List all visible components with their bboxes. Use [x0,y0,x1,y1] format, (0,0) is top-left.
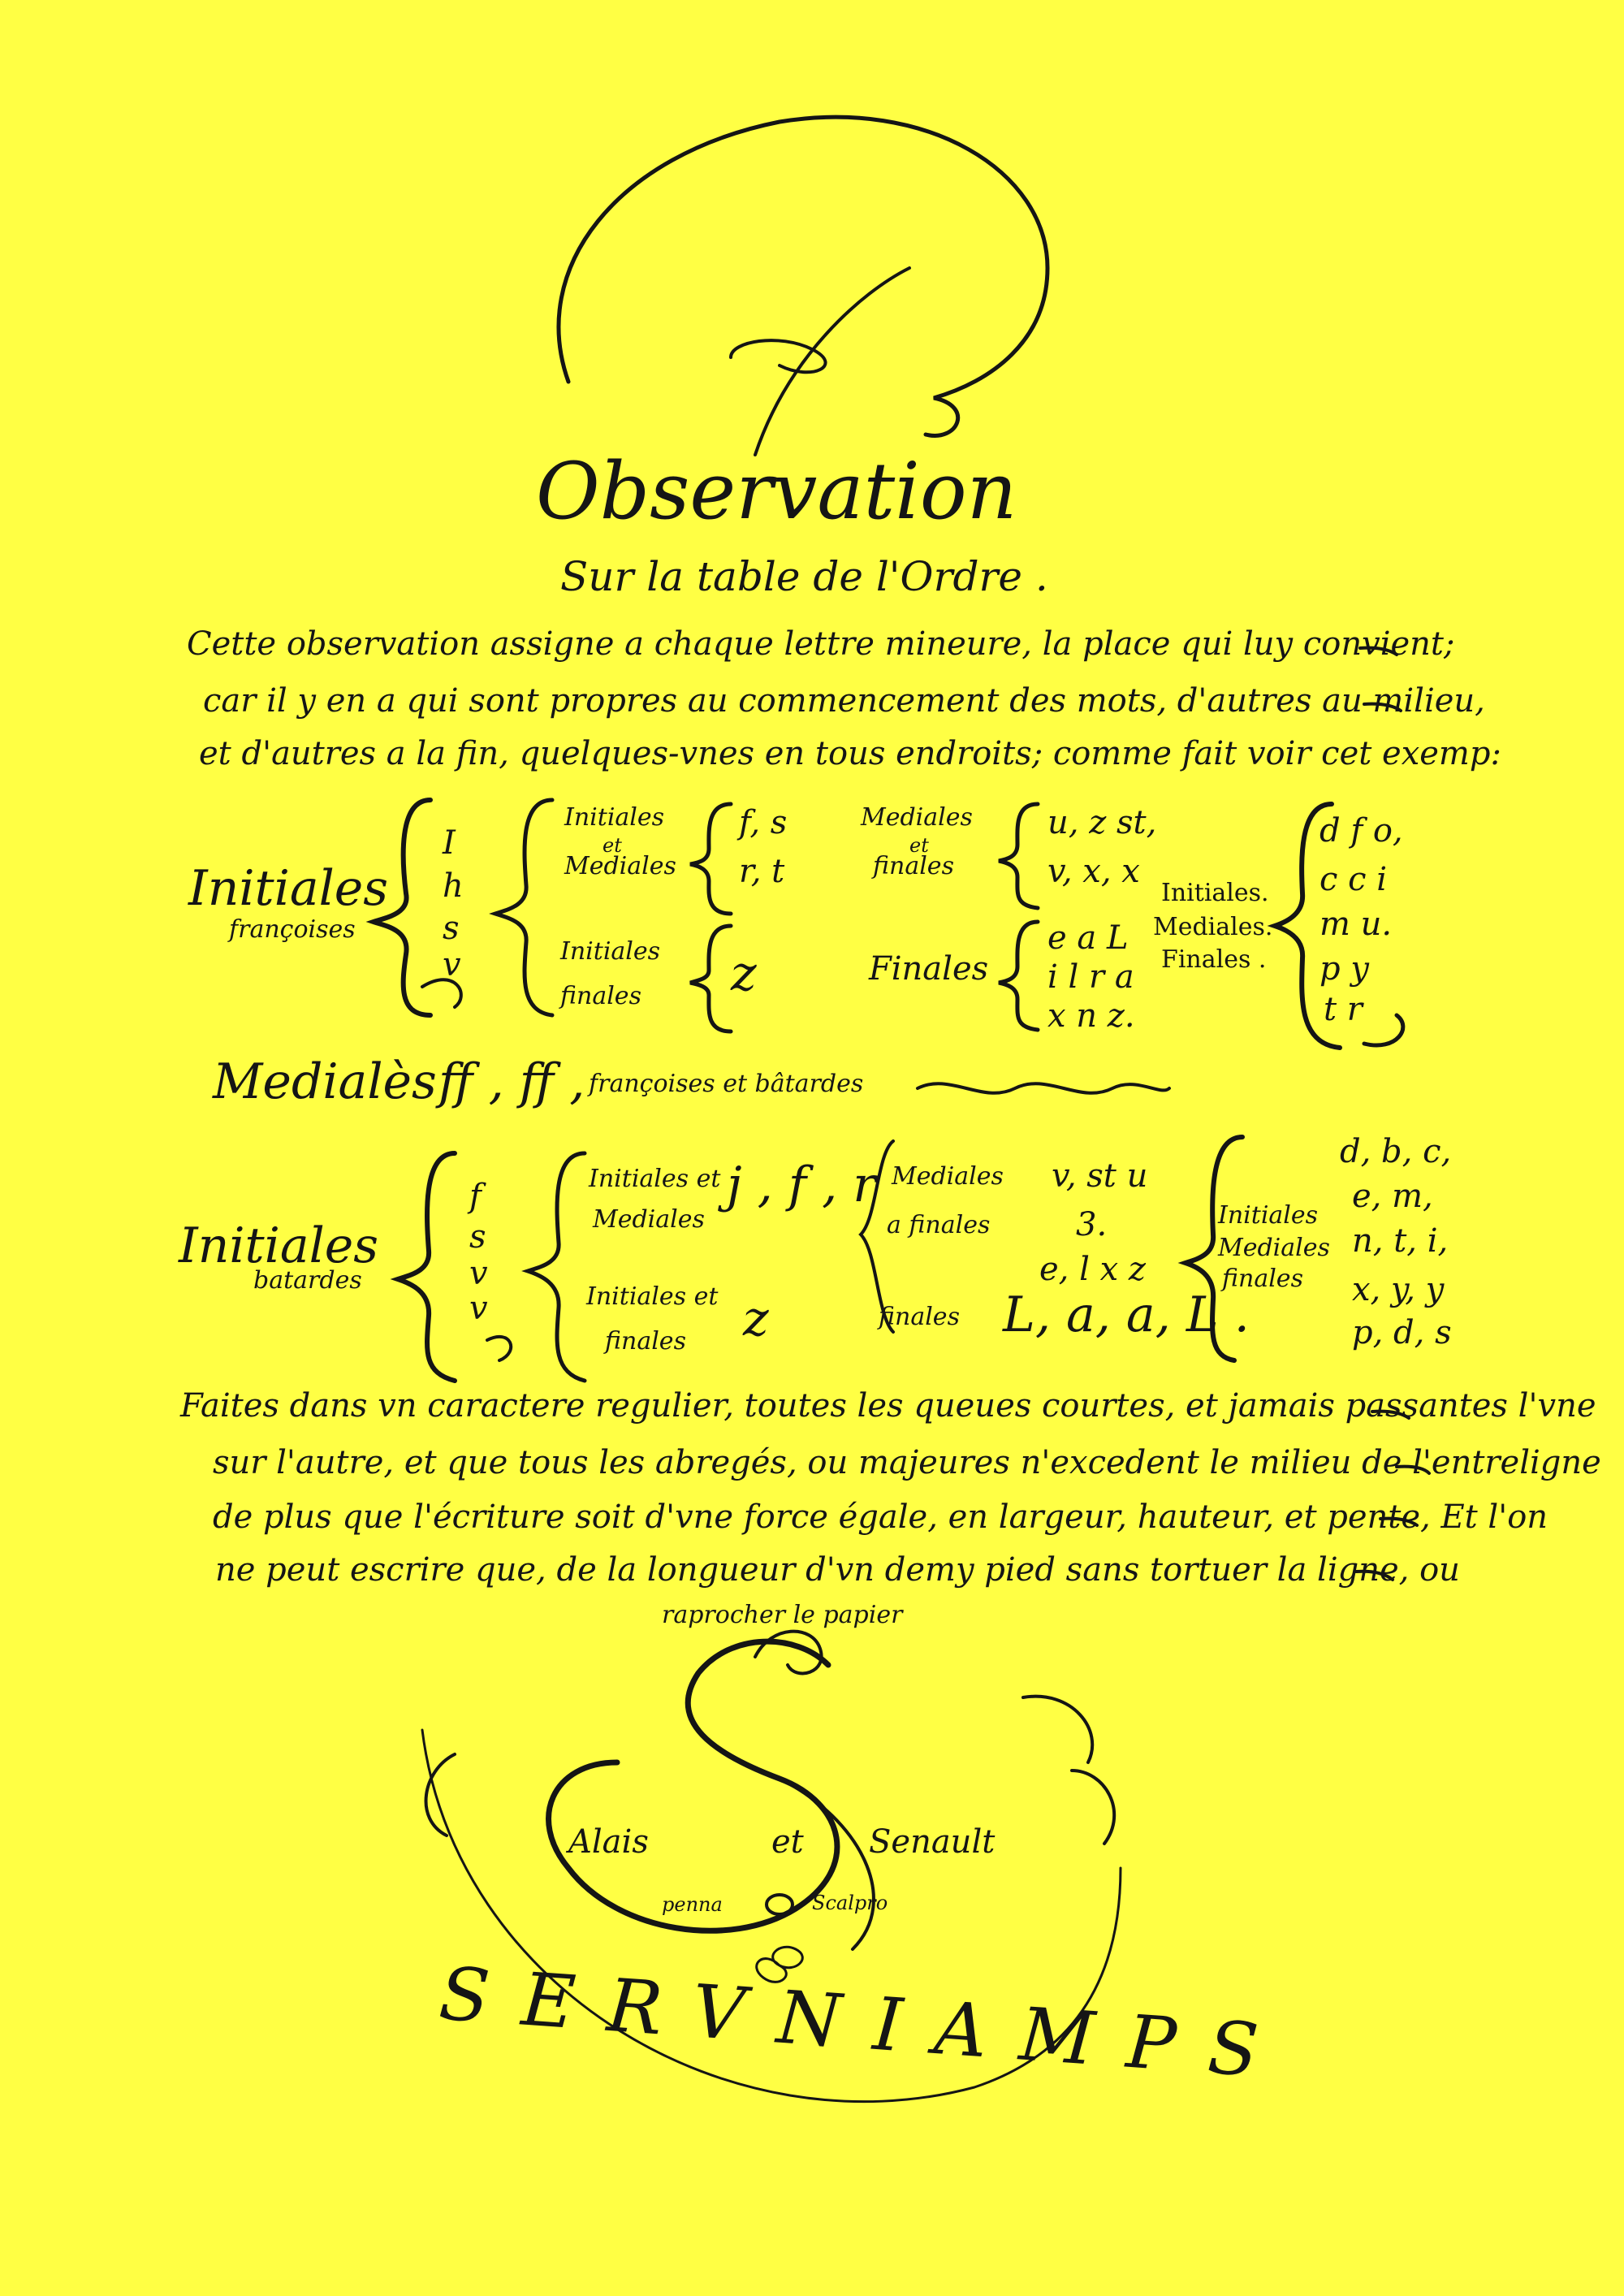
bt-med-letters: v, st u [1052,1157,1148,1195]
francoises-letter: s [443,910,460,947]
signature-right: Senault [869,1823,996,1861]
francoises-letter: I [443,824,456,862]
bt-group2-label: Initiales et [586,1282,719,1311]
fr-mf-label: Mediales [861,803,973,832]
fr-group1-letters: f, s [739,804,788,841]
bt-fin-letters: 3. [1076,1206,1108,1243]
bt-imf-label: finales [1222,1265,1303,1293]
mediales-ornament [918,1083,1169,1093]
francoises-letter: v [443,946,461,984]
bt-imf-label: Initiales [1218,1201,1319,1230]
page-title: Observation [536,446,1017,537]
fr-group2-label2: finales [560,982,641,1010]
fr-mf-letters: u, z st, [1047,804,1157,841]
bt-group1-label: Initiales et [589,1165,721,1193]
intro-line-2: car il y en a qui sont propres au commencement des mots, d'autres au milieu, [203,682,1485,720]
francoises-head: Initiales [188,860,389,917]
mediales-letters: ff , ff , [438,1053,585,1110]
bt-fin-label: a finales [887,1211,991,1239]
bt-imf-label: Mediales [1218,1234,1330,1262]
fr-group1-letters: r, t [739,853,785,890]
bt-imf-letters: p, d, s [1352,1314,1452,1351]
bt-fin2-letters: L, a, a, L . [1003,1286,1250,1343]
bt-imf-letters: e, m, [1352,1178,1433,1215]
bt-fin2-label: finales [879,1303,960,1331]
fr-group1-label2: Mediales [564,852,676,880]
fr-imf-letters: d f o, [1320,812,1403,850]
batardes-head-sub: batardes [253,1266,362,1295]
signature-penna: penna [662,1893,723,1916]
closing-line-2: sur l'autre, et que tous les abregés, ou majeures n'excedent le milieu de l'entreligne [213,1444,1601,1481]
batardes-letter: v [469,1255,488,1292]
batardes-letter: v [469,1290,488,1327]
batardes-head: Initiales [179,1217,379,1274]
bt-imf-letters: x, y, y [1352,1271,1445,1308]
francoises-head-sub: françoises [229,915,356,944]
signature-et: et [771,1823,804,1861]
fr-imf-letters: t r [1324,991,1363,1028]
intro-line-3: et d'autres a la fin, quelques-vnes en tous endroits; comme fait voir cet exemp: [199,735,1501,772]
fr-imf-letters: p y [1320,950,1369,988]
batardes-letter: f [469,1178,482,1215]
closing-line-4: ne peut escrire que, de la longueur d'vn demy pied sans tortuer la ligne, ou [215,1551,1460,1589]
signature-left: Alais [568,1823,649,1861]
fr-group2-letter: z [731,945,757,1002]
bt-med-label: Mediales [892,1162,1004,1191]
fr-imf-label: Mediales. [1153,913,1273,941]
fr-imf-letters: c c i [1320,861,1388,898]
fr-mf-et: et [909,834,929,857]
mediales-label: Medialès [213,1053,437,1110]
closing-line-5: raprocher le papier [662,1601,903,1629]
mediales-text: françoises et bâtardes [589,1070,864,1098]
fr-mf-label2: finales [873,852,954,880]
title-swash-tail [755,268,909,455]
bt-imf-letters: d, b, c, [1340,1133,1452,1170]
bt-group2-label2: finales [605,1327,686,1356]
intro-line-1: Cette observation assigne a chaque lettre mineure, la place qui luy convient; [187,625,1455,663]
closing-line-1: Faites dans vn caractere regulier, toutes les queues courtes, et jamais passantes l'vne [180,1387,1596,1425]
bt-group2-letter: z [743,1291,769,1347]
brace-francoises-2 [495,800,552,1015]
fr-imf-letters: m u. [1320,906,1393,943]
fr-group2-label: Initiales [560,937,661,966]
brace-batardes-2 [528,1153,585,1381]
bt-group1-label2: Mediales [593,1205,705,1234]
brace-batardes-1 [398,1153,455,1381]
batardes-letter: s [469,1218,486,1256]
signature-scalpro: Scalpro [812,1892,888,1914]
fr-fin-letters: i l r a [1047,958,1134,996]
francoises-letter: h [443,867,464,905]
bt-fin2-letters-top: e, l x z [1039,1251,1146,1288]
fr-imf-label: Initiales. [1161,879,1269,907]
bt-imf-letters: n, t, i, [1352,1222,1449,1260]
fr-group1-label: Initiales [564,803,665,832]
fr-fin-letters: e a L [1047,919,1129,957]
fr-imf-label: Finales . [1161,945,1267,974]
title-swash-inner [731,340,826,372]
bt-group1-letters: j , f , r [727,1157,876,1213]
fr-fin-letters: x n z. [1047,997,1135,1035]
closing-line-3: de plus que l'écriture soit d'vne force égale, en largeur, hauteur, et pente, Et l'on [213,1498,1548,1536]
fr-fin-label: Finales [869,950,989,988]
title-swash [559,117,1047,435]
page-subtitle: Sur la table de l'Ordre . [560,553,1048,600]
signature-motto: SERVNIAMPS [436,1951,1294,2096]
fr-group1-et: et [603,834,622,857]
brace-francoises-3 [690,804,731,914]
fr-mf-letters: v, x, x [1047,853,1140,890]
